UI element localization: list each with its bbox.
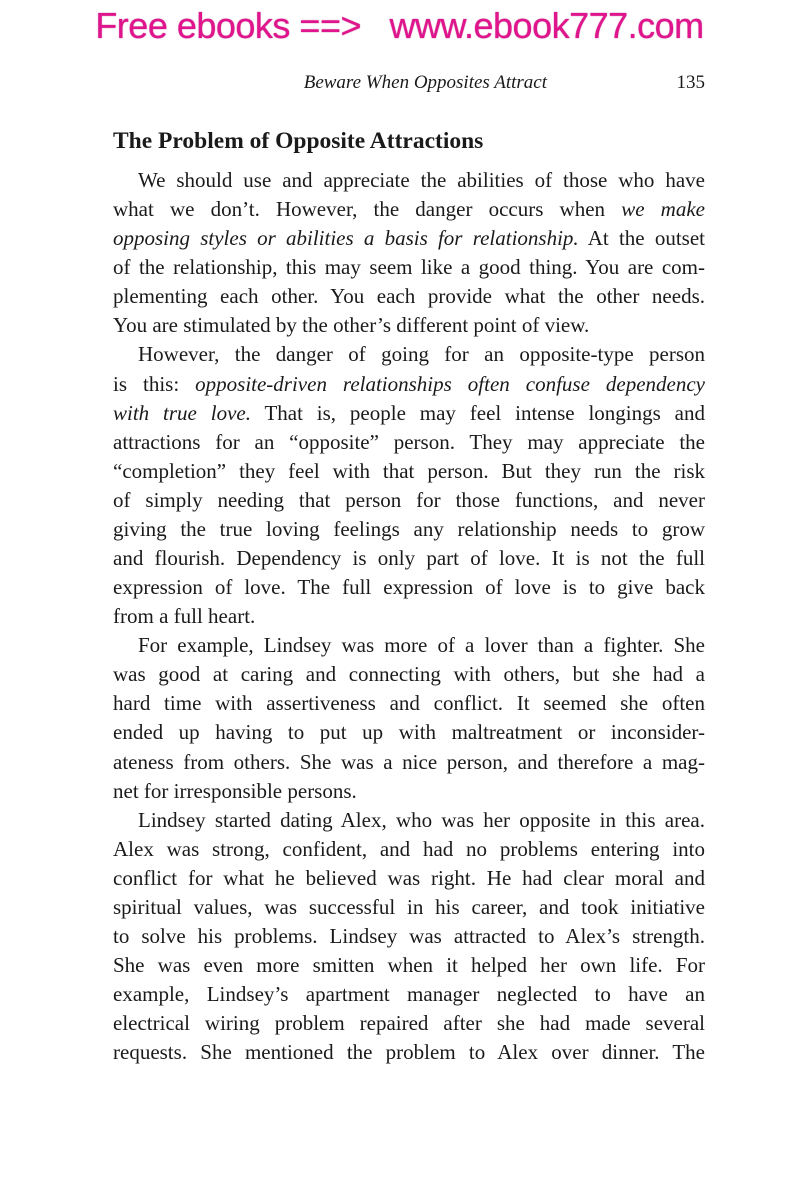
line-text: conflict for what he believed was right. He had clear moral and (113, 865, 705, 890)
line-text: plementing each other. You each provide what the other needs. (113, 284, 705, 309)
line-emphasis: with true love. (113, 400, 251, 425)
line-text: You are stimulated by the other’s different point of view. (113, 313, 590, 338)
watermark-text: Free ebooks ==> www.ebook777.com (95, 5, 704, 46)
text-line (113, 573, 705, 602)
line-text: For example, Lindsey was more of a lover than a fighter. She (138, 633, 705, 658)
text-line (113, 282, 705, 311)
line-text: She was even more smitten when it helped her own life. For (113, 953, 705, 978)
line-text: was good at caring and connecting with others, but she had a (113, 662, 705, 687)
text-line (113, 515, 705, 544)
line-text: ended up having to put up with maltreatment or inconsider- (113, 720, 705, 745)
line-text: attractions for an “opposite” person. They may appreciate the (113, 429, 705, 454)
text-line (113, 311, 705, 340)
running-head (113, 72, 705, 98)
text-line (113, 835, 705, 864)
line-text: Alex was strong, confident, and had no problems entering into (113, 836, 705, 861)
line-emphasis: we make (621, 197, 705, 222)
text-line (113, 806, 705, 835)
text-line (113, 718, 705, 747)
line-text: and flourish. Dependency is only part of love. It is not the full (113, 546, 705, 571)
line-text: what we don’t. However, the danger occurs when (113, 197, 622, 222)
text-line (113, 195, 705, 224)
line-text: expression of love. The full expression of love is to give back (113, 575, 705, 600)
text-line (113, 689, 705, 718)
text-line (113, 253, 705, 282)
line-text: of the relationship, this may seem like a good thing. You are com- (113, 255, 705, 280)
text-line (113, 370, 705, 399)
text-line (113, 399, 705, 428)
line-text: to solve his problems. Lindsey was attracted to Alex’s strength. (113, 924, 705, 949)
line-emphasis: opposite-driven relationships often confuse dependency (195, 371, 705, 396)
line-text: Lindsey started dating Alex, who was her opposite in this area. (138, 807, 705, 832)
text-line (113, 457, 705, 486)
text-line (113, 922, 705, 951)
line-text: is this: (113, 371, 196, 396)
text-line (113, 660, 705, 689)
text-line (113, 864, 705, 893)
text-line (113, 631, 705, 660)
text-line (113, 951, 705, 980)
section-heading: The Problem of Opposite Attractions (113, 128, 484, 154)
line-text: from a full heart. (113, 604, 256, 629)
watermark-banner (0, 4, 799, 48)
text-line (113, 1009, 705, 1038)
text-line (113, 544, 705, 573)
line-text: ateness from others. She was a nice person, and therefore a mag- (113, 749, 705, 774)
page-number: 135 (676, 72, 705, 93)
line-text: net for irresponsible persons. (113, 778, 357, 803)
text-line (113, 748, 705, 777)
line-text: hard time with assertiveness and conflict. It seemed she often (113, 691, 705, 716)
line-text: giving the true loving feelings any relationship needs to grow (113, 516, 705, 541)
line-text: requests. She mentioned the problem to Alex over dinner. The (113, 1040, 705, 1065)
running-title: Beware When Opposites Attract (303, 72, 547, 93)
line-emphasis: opposing styles or abilities a basis for relationship. (113, 226, 579, 251)
text-line (113, 1038, 705, 1067)
text-line (113, 166, 705, 195)
line-text: However, the danger of going for an opposite-type person (138, 342, 705, 367)
line-text: “completion” they feel with that person. But they run the risk (113, 458, 705, 483)
line-text: electrical wiring problem repaired after she had made several (113, 1011, 705, 1036)
line-text: At the outset (578, 226, 705, 251)
text-line (113, 602, 705, 631)
text-line (113, 428, 705, 457)
line-text: of simply needing that person for those functions, and never (113, 487, 705, 512)
text-line (113, 486, 705, 515)
line-text: We should use and appreciate the abilities of those who have (138, 168, 705, 192)
line-text: example, Lindsey’s apartment manager neglected to have an (113, 982, 705, 1007)
text-line (113, 980, 705, 1009)
text-line (113, 777, 705, 806)
text-line (113, 340, 705, 369)
line-text: spiritual values, was successful in his career, and took initiative (113, 894, 705, 919)
text-line (113, 893, 705, 922)
text-line (113, 224, 705, 253)
line-text: That is, people may feel intense longings and (250, 400, 705, 425)
body-text (113, 166, 705, 1067)
